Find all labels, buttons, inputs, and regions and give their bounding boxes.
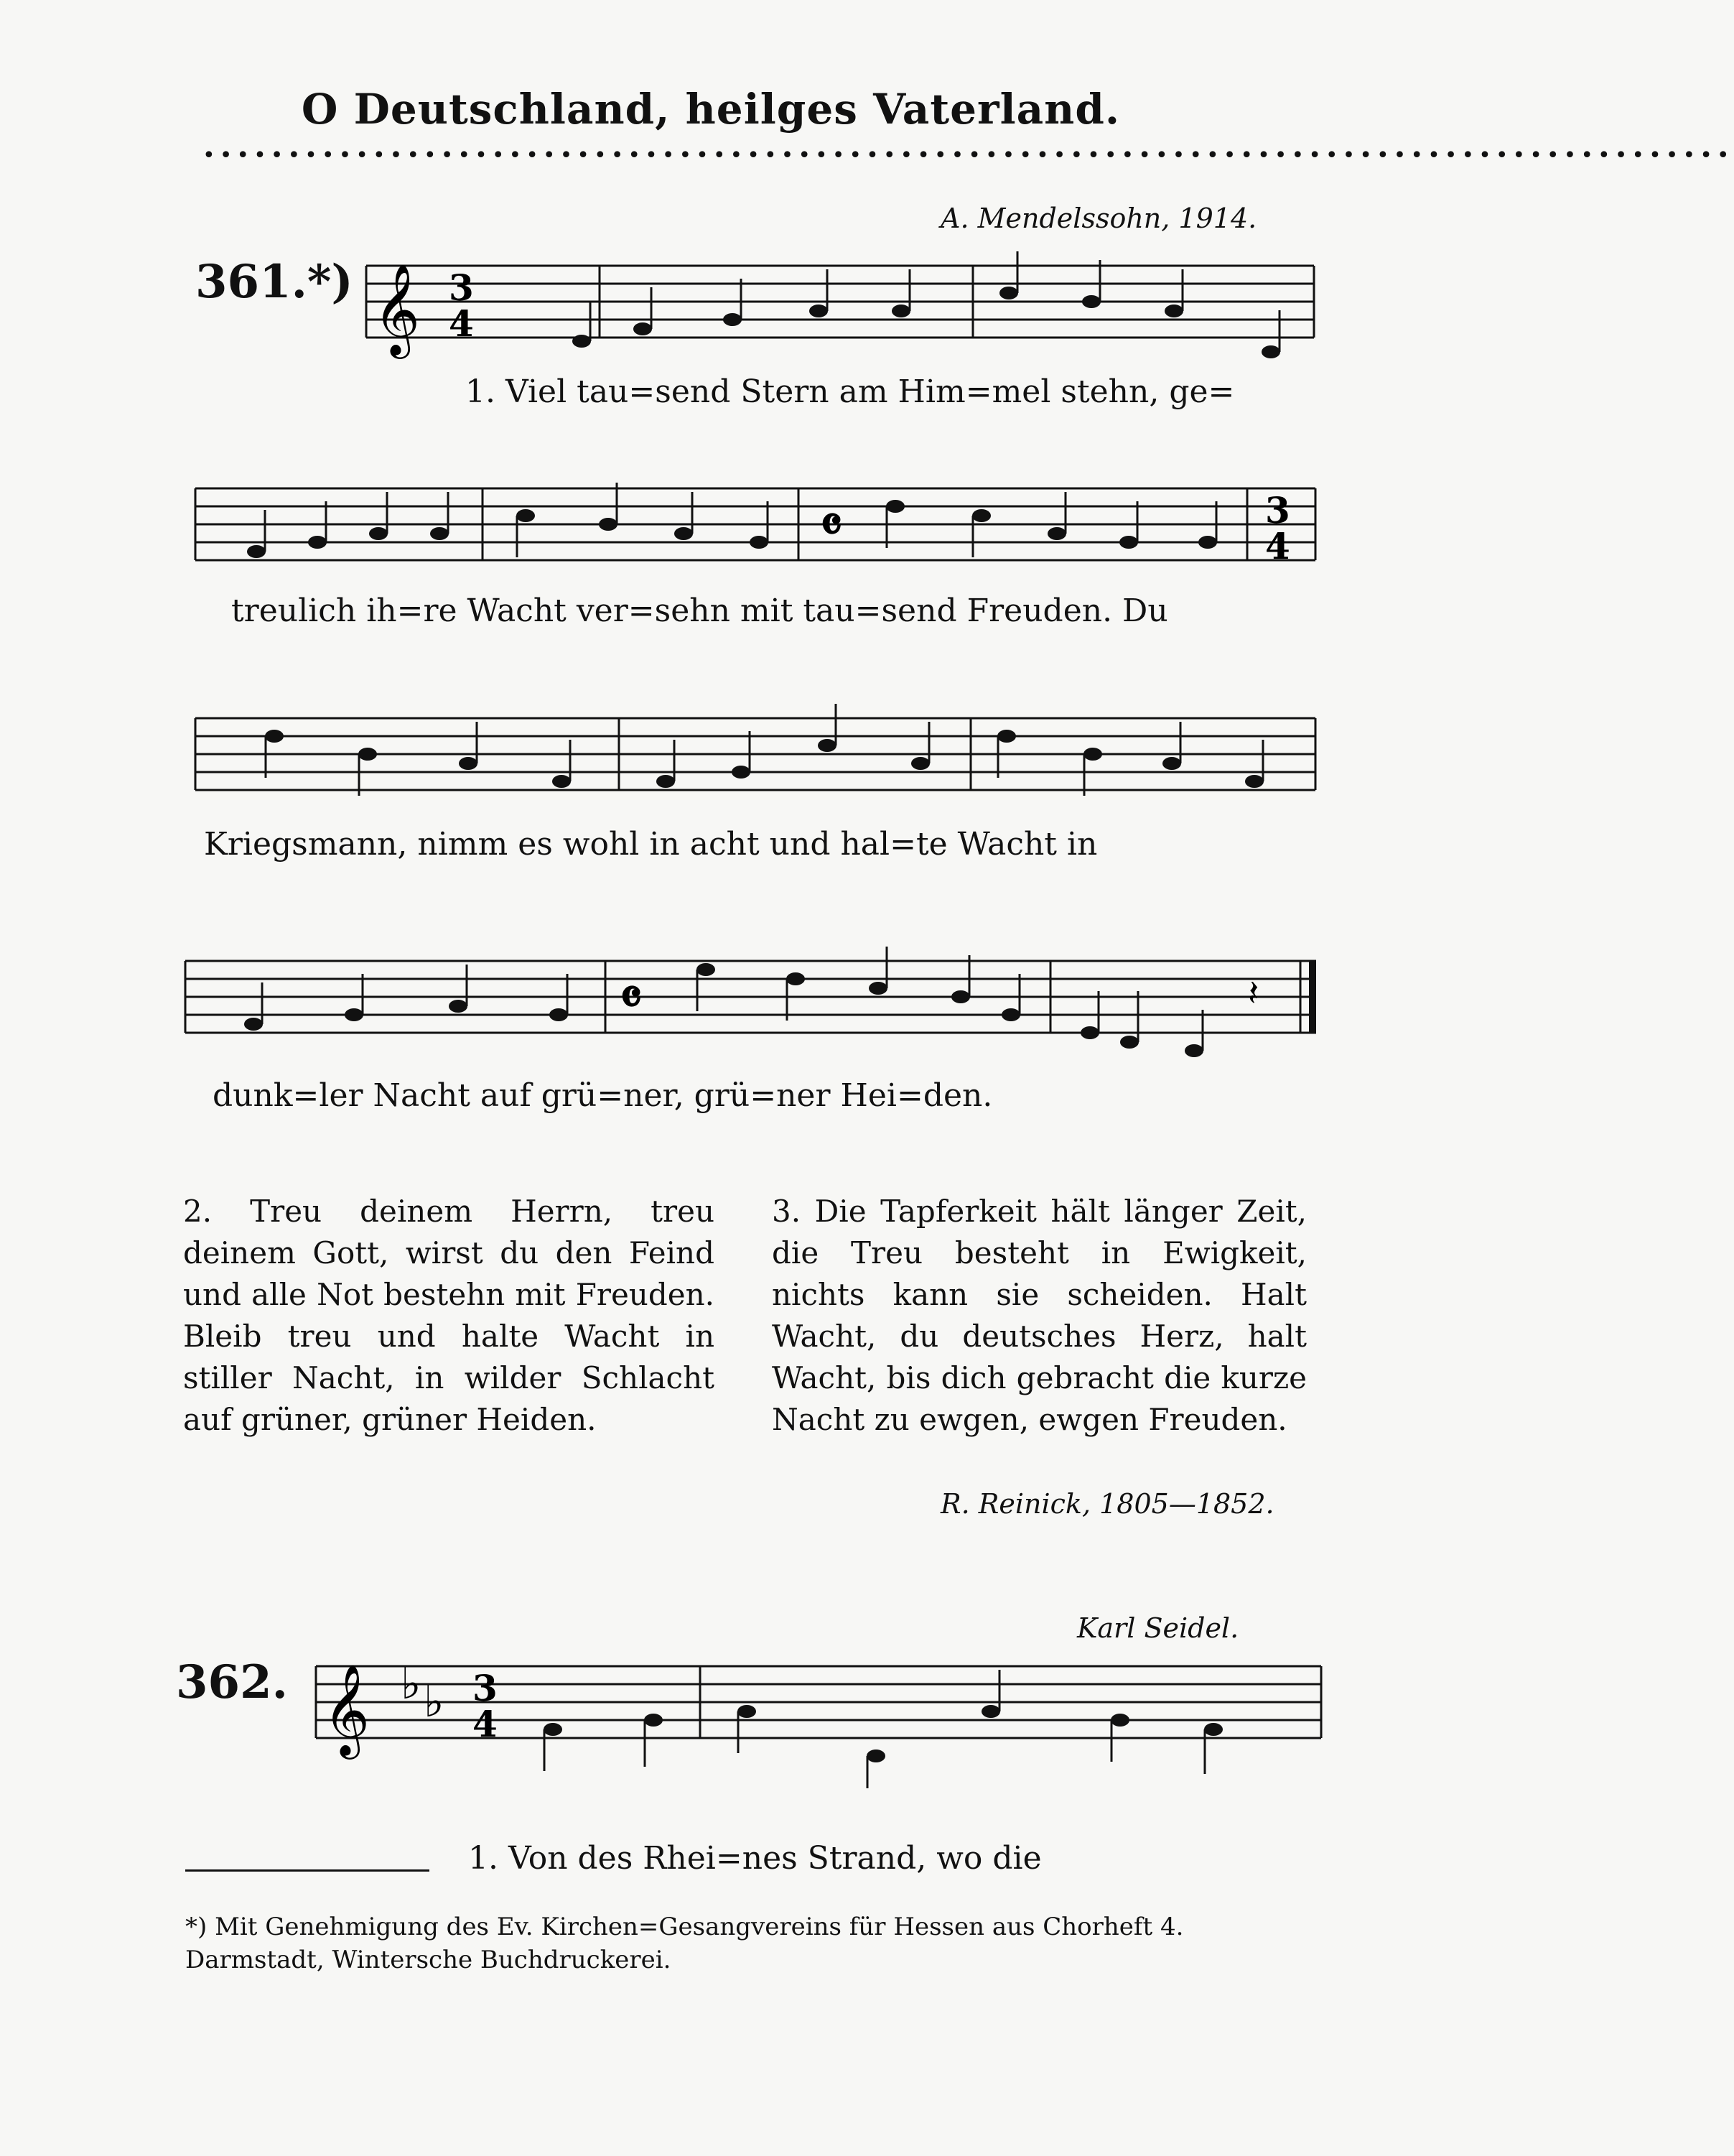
footnote-separator	[185, 1869, 429, 1872]
svg-text:3: 3	[1265, 489, 1290, 531]
song362-number: 362.	[176, 1655, 288, 1709]
song361-staff-4	[185, 947, 1327, 1069]
dotted-rule: ••••••••••••••••••••••••••••••••••••••••••••••••••••••••••••••••••••••••••••••••••••••••••	[202, 143, 1734, 168]
svg-text:♭: ♭	[401, 1659, 421, 1709]
song361-staff-1	[366, 251, 1321, 373]
song361-verse-2: 2. Treu deinem Herrn, treu deinem Gott, wirst du den Feind und alle Not bestehn mit Freuden. Bleib treu und halte Wacht in stiller Nacht, in wilder Schlacht auf grüner, grüner Heiden.	[183, 1194, 714, 1437]
svg-text:𝄴: 𝄴	[620, 967, 643, 1027]
page-title: O Deutschland, heilges Vaterland.	[301, 85, 1121, 134]
song361-staff-2	[195, 474, 1323, 596]
footnote: *) Mit Genehmigung des Ev. Kirchen=Gesangvereins für Hessen aus Chorheft 4. Darmstadt, Wintersche Buchdruckerei.	[185, 1913, 1184, 1974]
song361-lyric-line-2: treulich ih=re Wacht ver=sehn mit tau=send Freuden. Du	[231, 593, 1168, 629]
svg-text:𝄞: 𝄞	[373, 263, 421, 355]
song362-lyric-line-1: 1. Von des Rhei=nes Strand, wo die	[468, 1840, 1042, 1877]
song361-verse-3: 3. Die Tapferkeit hält länger Zeit, die Treu besteht in Ewigkeit, nichts kann sie scheiden. Halt Wacht, du deutsches Herz, halt Wacht, bis dich gebracht die kurze Nacht zu ewgen, ewgen Freuden.	[772, 1194, 1307, 1437]
song361-lyric-line-1: 1. Viel tau=send Stern am Him=mel stehn, ge=	[465, 373, 1235, 410]
svg-text:3: 3	[449, 266, 474, 309]
svg-text:𝄴: 𝄴	[820, 495, 843, 554]
song362-composer: Karl Seidel.	[1077, 1612, 1239, 1644]
svg-text:𝄞: 𝄞	[323, 1663, 370, 1755]
song361-poet: R. Reinick, 1805—1852.	[941, 1488, 1274, 1520]
song361-number: 361.*)	[195, 255, 353, 309]
song361-lyric-line-3: Kriegsmann, nimm es wohl in acht und hal=te Wacht in	[204, 826, 1098, 863]
song362-staff-1	[316, 1652, 1328, 1788]
svg-text:4: 4	[472, 1703, 498, 1745]
song361-staff-3	[195, 704, 1323, 826]
svg-text:4: 4	[449, 302, 474, 345]
svg-text:𝄽: 𝄽	[1248, 972, 1259, 1014]
svg-text:4: 4	[1265, 525, 1290, 567]
song361-lyric-line-4: dunk=ler Nacht auf grü=ner, grü=ner Hei=den.	[213, 1077, 993, 1114]
svg-text:3: 3	[472, 1667, 498, 1709]
song361-composer: A. Mendelssohn, 1914.	[941, 203, 1257, 234]
svg-text:♭: ♭	[424, 1677, 444, 1727]
